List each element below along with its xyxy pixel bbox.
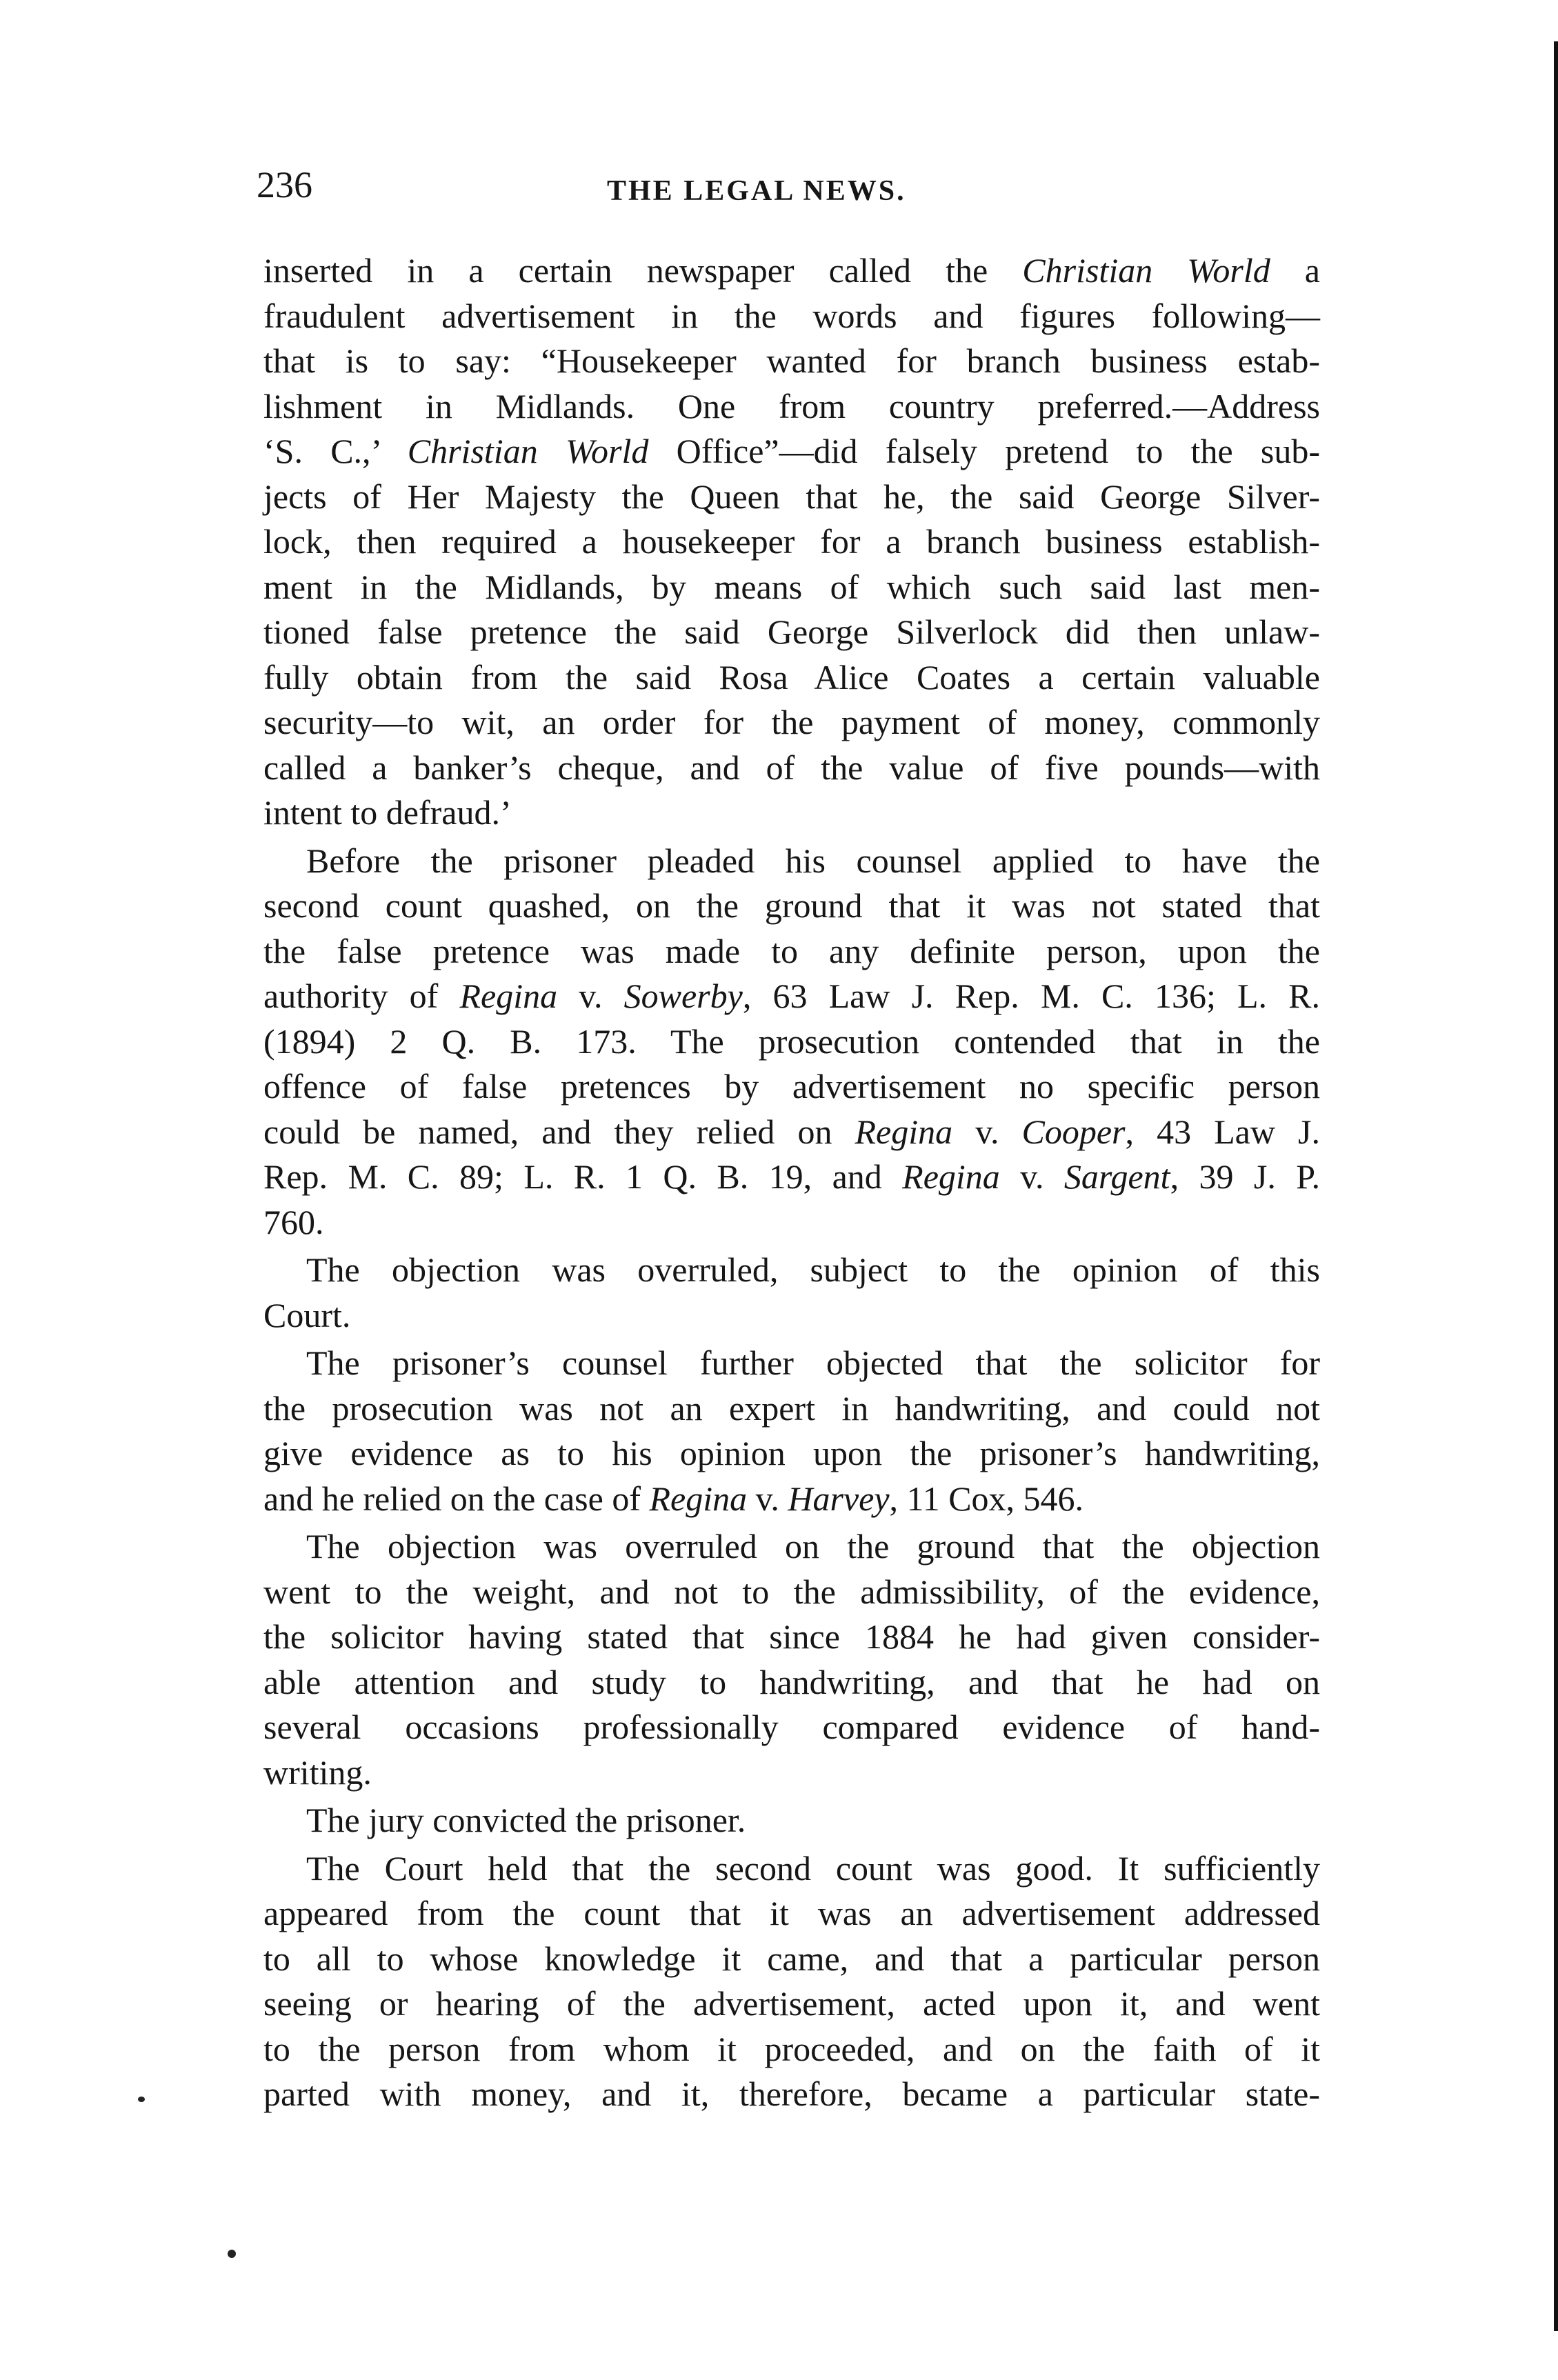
text-line: fraudulent advertisement in the words and figures following— — [263, 296, 1320, 335]
text-line: The Court held that the second count was good. It sufficiently — [306, 1848, 1320, 1888]
text-line: the prosecution was not an expert in handwriting, and could not — [263, 1388, 1320, 1428]
text-line: parted with money, and it, therefore, became a particular state- — [263, 2074, 1320, 2113]
text-line: The objection was overruled, subject to the opinion of this — [306, 1250, 1320, 1289]
text-line: the solicitor having stated that since 1884 he had given consider- — [263, 1617, 1320, 1656]
body-text — [263, 248, 1320, 2120]
text-line: ment in the Midlands, by means of which such said last men- — [263, 567, 1320, 606]
text-line: the false pretence was made to any definite person, upon the — [263, 931, 1320, 970]
scan-speck — [138, 2097, 145, 2102]
text-line: seeing or hearing of the advertisement, acted upon it, and went — [263, 1984, 1320, 2023]
text-line: give evidence as to his opinion upon the prisoner’s handwriting, — [263, 1434, 1320, 1472]
text-line: lock, then required a housekeeper for a branch business establish- — [263, 522, 1320, 561]
text-line: went to the weight, and not to the admissibility, of the evidence, — [263, 1572, 1320, 1611]
text-line: fully obtain from the said Rosa Alice Coates a certain valuable — [263, 657, 1320, 697]
paragraph-objection-overruled — [263, 1248, 1320, 1338]
text-line: Rep. M. C. 89; L. R. 1 Q. B. 19, and Regina v. Sargent, 39 J. P. — [263, 1157, 1320, 1196]
text-line: The objection was overruled on the ground that the objection — [306, 1527, 1320, 1566]
text-line: writing. — [263, 1752, 372, 1792]
text-line: several occasions professionally compared evidence of hand- — [263, 1708, 1320, 1746]
paragraph-indictment — [263, 248, 1320, 836]
paragraph-court-holding — [263, 1846, 1320, 2117]
text-line: The prisoner’s counsel further objected that the solicitor for — [306, 1343, 1320, 1382]
text-line: intent to defraud.’ — [263, 793, 512, 832]
text-line: appeared from the count that it was an advertisement addressed — [263, 1894, 1320, 1932]
text-line: called a banker’s cheque, and of the value of five pounds—with — [263, 748, 1320, 787]
paragraph-handwriting-objection — [263, 1341, 1320, 1521]
text-line: and he relied on the case of Regina v. Harvey, 11 Cox, 546. — [263, 1479, 1084, 1518]
text-line: tioned false pretence the said George Silverlock did then unlaw- — [263, 612, 1320, 651]
scan-speck — [228, 2250, 236, 2258]
text-line: jects of Her Majesty the Queen that he, the said George Silver- — [263, 477, 1320, 516]
text-line: security—to wit, an order for the payment of money, commonly — [263, 703, 1320, 741]
paragraph-motion-to-quash — [263, 839, 1320, 1246]
running-title: THE LEGAL NEWS. — [607, 175, 906, 207]
text-line: authority of Regina v. Sowerby, 63 Law J. Rep. M. C. 136; L. R. — [263, 977, 1320, 1015]
text-line: able attention and study to handwriting, and that he had on — [263, 1662, 1320, 1701]
text-line: Before the prisoner pleaded his counsel applied to have the — [306, 841, 1320, 880]
text-line: second count quashed, on the ground that it was not stated that — [263, 886, 1320, 925]
text-line: to all to whose knowledge it came, and that a particular person — [263, 1939, 1320, 1978]
text-line: Court. — [263, 1295, 351, 1334]
page-number: 236 — [257, 164, 312, 206]
text-line: The jury convicted the prisoner. — [306, 1801, 746, 1839]
text-line: offence of false pretences by advertisement no specific person — [263, 1067, 1320, 1106]
text-line: lishment in Midlands. One from country preferred.—Address — [263, 386, 1320, 426]
text-line: could be named, and they relied on Regina v. Cooper, 43 Law J. — [263, 1112, 1320, 1151]
text-line: 760. — [263, 1202, 324, 1241]
paragraph-weight-not-admissibility — [263, 1524, 1320, 1795]
text-line: (1894) 2 Q. B. 173. The prosecution contended that in the — [263, 1021, 1320, 1061]
text-line: ‘S. C.,’ Christian World Office”—did falsely pretend to the sub- — [263, 432, 1321, 470]
text-line: to the person from whom it proceeded, and on the faith of it — [263, 2029, 1320, 2068]
scan-edge-shadow — [1554, 41, 1558, 2331]
text-line: that is to say: “Housekeeper wanted for branch business estab- — [263, 341, 1320, 380]
text-line: inserted in a certain newspaper called the Christian World a — [263, 251, 1321, 290]
paragraph-conviction — [263, 1798, 1320, 1843]
